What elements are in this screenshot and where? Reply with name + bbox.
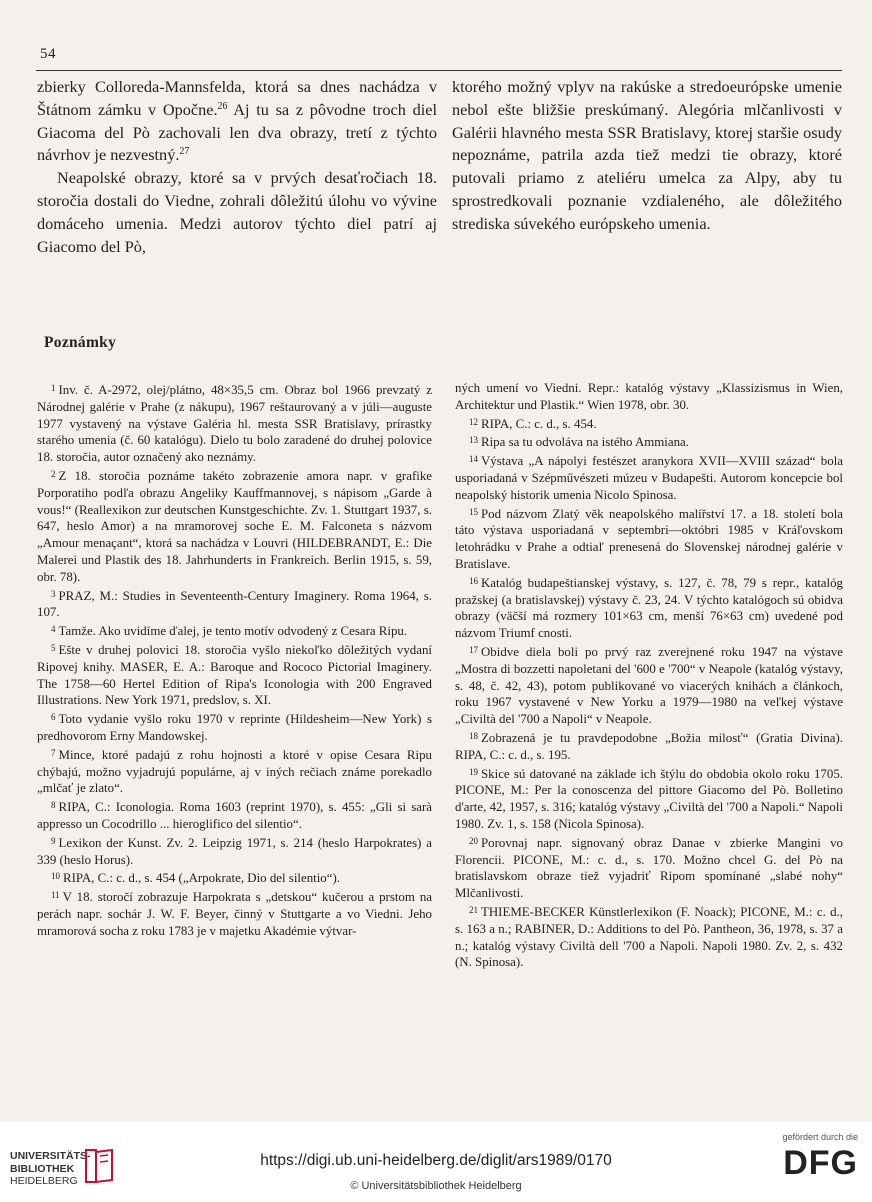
notes-heading: Poznámky bbox=[44, 334, 117, 351]
digitization-url[interactable]: https://digi.ub.uni-heidelberg.de/diglit/ars1989/0170 bbox=[260, 1152, 612, 1169]
footnote-number: 2 bbox=[51, 468, 56, 479]
footnote-text: Pod názvom Zlatý věk neapolského malířství 17. a 18. století bola táto výstava usporiadaná v septembri—októbri 1985 v Kráľovskom letohrádku v Prahe a odtiaľ prenesená do Slovenskej národnej galérie v Bratislave. bbox=[455, 506, 843, 571]
footnote-text: PRAZ, M.: Studies in Seventeenth-Century Imaginery. Roma 1964, s. 107. bbox=[37, 588, 432, 620]
footnote-text: Výstava „A nápolyi festészet aranykora XVII—XVIII század“ bola usporiadaná v Szépművészeti múzeu v Budapešti. Autorom koncepcie bol neapolský historik umenia Nicolo Spinosa. bbox=[455, 454, 843, 502]
footnote-text: RIPA, C.: Iconologia. Roma 1603 (reprint 1970), s. 455: „Gli si sarà appresso un Cocodrillo ... hieroglifico del silentio“. bbox=[37, 800, 432, 831]
footnote-text: Porovnaj napr. signovaný obraz Danae v zbierke Mangini vo Florencii. PICONE, M.: c. d., s. 170. Možno chcel G. del Pò na bratislavskom obraze tiež vyjadriť Ripom spomínané „slabé nohy“ Mlčanlivosti. bbox=[455, 835, 843, 901]
footnote-number: 12 bbox=[469, 416, 478, 427]
footnote bbox=[455, 573, 843, 642]
footnote-number: 16 bbox=[469, 575, 478, 586]
footnote-number: 18 bbox=[469, 730, 478, 741]
footnote-number: 4 bbox=[51, 624, 56, 635]
footnote-continuation: ných umení vo Viedni. Repr.: katalóg výstavy „Klassizismus in Wien, Architektur und Plastik.“ Wien 1978, obr. 30. bbox=[455, 381, 843, 412]
footnote bbox=[455, 414, 843, 433]
footnote-text: Skice sú datované na základe ich štýlu do obdobia okolo roku 1705. PICONE, M.: Per la conoscenza del pittore Giacomo del Pò. Bolletino d'arte, 42, 1957, s. 316; katalóg výstavy „Civiltà del '700 a Napoli.“ Napoli 1980. Zv. 1, s. 158 (Nicola Spinosa). bbox=[455, 766, 843, 831]
footnote-number: 3 bbox=[51, 588, 56, 599]
footnote-text: Z 18. storočia poznáme takéto zobrazenie amora napr. v grafike Porporatiho podľa obrazu Angeliky Kauffmannovej, s nápisom „Garde à vous!“ (Reallexikon zur deutschen Kunstgeschichte. Zv. 1. Stuttgart 1937, s. 647, heslo Amor) a na mramorovej soche E. M. Falconeta s názvom „Amour menaçant“, ktorá sa nachádza v Louvri (HILDEBRANDT, E.: Die Malerei und Plastik des 18. Jahrhunderts in Frankreich. Berlin 1915, s. 59, obr. 78). bbox=[37, 468, 432, 584]
footnote bbox=[455, 504, 843, 573]
footnote bbox=[37, 833, 432, 869]
footnote-text: Ripa sa tu odvoláva na istého Ammiana. bbox=[481, 435, 689, 450]
footnote bbox=[37, 709, 432, 745]
notes-column-left bbox=[37, 380, 432, 940]
footnote bbox=[455, 728, 843, 764]
footnote-number: 7 bbox=[51, 747, 56, 758]
footnote bbox=[37, 466, 432, 586]
footnote-number: 10 bbox=[51, 871, 60, 882]
footnote-text: RIPA, C.: c. d., s. 454. bbox=[481, 416, 597, 431]
library-name-line2: BIBLIOTHEK bbox=[10, 1162, 75, 1175]
footnote-text: RIPA, C.: c. d., s. 454 („Arpokrate, Dio del silentio“). bbox=[63, 871, 340, 886]
footnote-number: 9 bbox=[51, 835, 56, 846]
footnote-text: Inv. č. A-2972, olej/plátno, 48×35,5 cm. Obraz bol 1966 prevzatý z Národnej galérie v Prahe (z nákupu), 1967 reštaurovaný a v júli—auguste 1977 vystavený na výstave Galéria hl. mesta SSR Bratislavy, prírastky starého umenia (č. 60 katalógu). Dielo tu bolo zaradené do druhej polovice 18. storočia, autor označený ako neznámy. bbox=[37, 383, 432, 465]
footnote-number: 5 bbox=[51, 642, 56, 653]
footnote-text: V 18. storočí zobrazuje Harpokrata s „detskou“ kučerou a prstom na perách napr. sochár J. W. F. Beyer, činný v Stuttgarte a vo Viedni. Jeho mramorová socha z roku 1783 je v majetku Akadémie výtvar- bbox=[37, 890, 432, 938]
footnote-number: 20 bbox=[469, 835, 478, 846]
body-paragraph: Neapolské obrazy, ktoré sa v prvých desaťročiach 18. storočia dostali do Viedne, zohrali dôležitú úlohu vo vývine domáceho umenia. Medzi autorov týchto diel patrí aj Giacomo del Pò, bbox=[37, 168, 437, 256]
footnote-text: Tamže. Ako uvidíme ďalej, je tento motív odvodený z Cesara Ripu. bbox=[58, 624, 408, 639]
footnote-number: 8 bbox=[51, 800, 56, 811]
footnote-number: 14 bbox=[469, 454, 478, 465]
footnote-ref[interactable]: 27 bbox=[179, 146, 190, 158]
footnote-number: 15 bbox=[469, 506, 478, 517]
dfg-wordmark: DFG bbox=[783, 1144, 858, 1182]
library-name-line1: UNIVERSITÄTS- bbox=[10, 1150, 91, 1162]
body-column-right bbox=[452, 76, 842, 236]
footnote bbox=[455, 642, 843, 728]
footnote-number: 21 bbox=[469, 904, 478, 915]
footnote bbox=[455, 764, 843, 833]
footnote-text: Lexikon der Kunst. Zv. 2. Leipzig 1971, s. 214 (heslo Harpokrates) a 339 (heslo Horus). bbox=[37, 835, 432, 867]
footnote-ref[interactable]: 26 bbox=[217, 100, 228, 112]
footnote-number: 17 bbox=[469, 644, 478, 655]
notes-column-right bbox=[455, 380, 843, 971]
footnote-number: 19 bbox=[469, 766, 478, 777]
footnote-text: Ešte v druhej polovici 18. storočia vyšlo niekoľko dôležitých vydaní Ripovej knihy. MASER, E. A.: Baroque and Rococo Pictorial Imaginery. The 1758—60 Hertel Edition of Ripa's Iconologia with 200 Engraved Illustrations. New York 1971, predslov, s. XI. bbox=[37, 642, 432, 708]
footnote bbox=[37, 586, 432, 622]
body-column-left bbox=[37, 76, 437, 258]
footnote-text: Zobrazená je tu pravdepodobne „Božia milosť“ (Gratia Divina). RIPA, C.: c. d., s. 195. bbox=[455, 730, 843, 762]
footnote-text: Katalóg budapeštianskej výstavy, s. 127, č. 78, 79 s repr., katalóg pražskej (a bratislavskej) výstavy č. 23, 24. V týchto katalógoch sú obidva obrazy (väčší má rozmery 101×63 cm, menší 76×63 cm) uvedené pod názvom Triumf cnosti. bbox=[455, 575, 843, 641]
footnote bbox=[37, 640, 432, 709]
footnote bbox=[455, 902, 843, 971]
footnote bbox=[455, 432, 843, 451]
library-name-line3: HEIDELBERG bbox=[10, 1175, 78, 1187]
footnote-number: 11 bbox=[51, 890, 60, 901]
footnote bbox=[37, 621, 432, 640]
footnote-number: 1 bbox=[51, 383, 56, 393]
footnote-number: 13 bbox=[469, 435, 478, 446]
footnote-text: Mince, ktoré padajú z rohu hojnosti a ktoré v opise Cesara Ripu chýbajú, možno vyjadrujú populárne, aj v iných rečiach známe porekadlo „mlčať je zlato“. bbox=[37, 747, 432, 796]
footnote bbox=[37, 797, 432, 833]
footnote bbox=[37, 887, 432, 939]
footnote-text: Toto vydanie vyšlo roku 1970 v reprinte (Hildesheim—New York) s predhovorom Erny Mandowskej. bbox=[37, 712, 432, 743]
copyright-notice: © Universitätsbibliothek Heidelberg bbox=[350, 1180, 522, 1192]
footnote-text: Obidve diela boli po prvý raz zverejnené roku 1947 na výstave „Mostra di bozzetti napoletani del '600 e '700“ v Neapole (katalóg výstavy, s. 48, č. 42, 43), potom publikované vo viacerých knihách a článkoch, roku 1967 vystavené v New Yorku a 1979—1980 na veľkej výstave „Civiltà del '700 a Napoli“ v Neapole. bbox=[455, 644, 843, 727]
funded-by-label: gefördert durch die bbox=[782, 1132, 858, 1142]
dfg-logo bbox=[782, 1132, 858, 1183]
footnote-number: 6 bbox=[51, 712, 56, 723]
body-paragraph: ktorého možný vplyv na rakúske a stredoeurópske umenie nebol ešte bližšie preskúmaný. Alegória mlčanlivosti v Galérii hlavného mesta SSR Bratislavy, ktorej staršie osudy nepoznáme, patrila azda tiež medzi tie obrazy, ktoré putovali priamo z ateliéru umelca za Alpy, aby tu sprostredkovali poznanie vzdialeného, ale dôležitého strediska súvekého európskeho umenia. bbox=[452, 77, 842, 233]
page-number: 54 bbox=[40, 46, 56, 62]
footnote bbox=[455, 451, 843, 503]
header-rule bbox=[36, 70, 842, 71]
footnote bbox=[37, 380, 432, 466]
footnote-text: THIEME-BECKER Künstlerlexikon (F. Noack); PICONE, M.: c. d., s. 163 a n.; RABINER, D.: Additions to del Pò. Pantheon, 36, 1978, s. 37 a n.; katalóg výstavy Civiltà dell '700 a Napoli. Napoli 1980. Zv. 2, s. 432 (N. Spinosa). bbox=[455, 904, 843, 970]
footnote bbox=[37, 868, 432, 887]
footnote bbox=[455, 833, 843, 902]
footer bbox=[0, 1122, 872, 1202]
footnote bbox=[37, 745, 432, 797]
body-paragraph: zbierky Colloreda-Mannsfelda, ktorá sa dnes nachádza v Štátnom zámku v Opočne.$^{26}$ Aj tu sa z pôvodne troch diel Giacoma del Pò zachovali len dva obrazy, tretí z týchto návrhov je nezvestný.$^{27}$ bbox=[37, 77, 437, 165]
